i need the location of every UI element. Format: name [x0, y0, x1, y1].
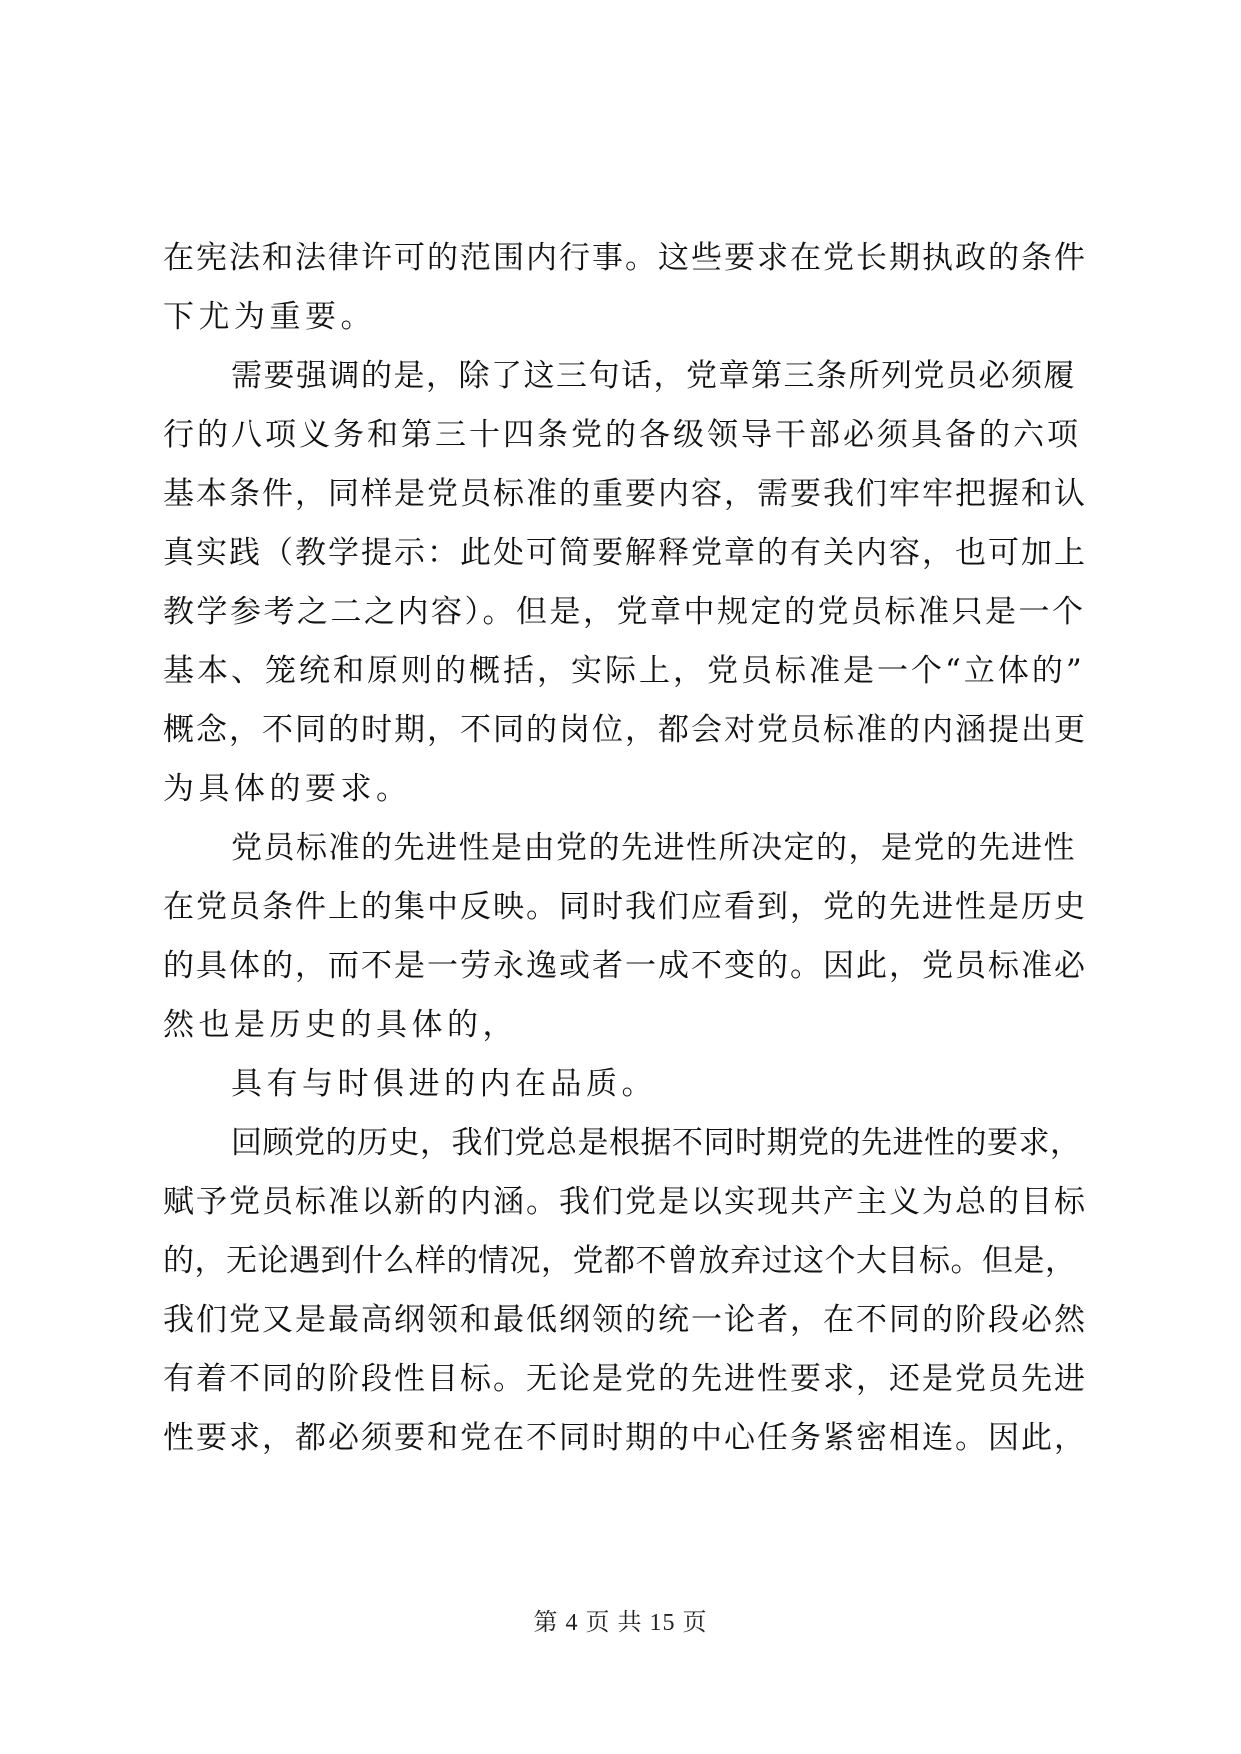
text-line: 行的八项义务和第三十四条党的各级领导干部必须具备的六项: [163, 417, 1081, 453]
text-line: 基本条件，同样是党员标准的重要内容，需要我们牢牢把握和认: [163, 476, 1087, 512]
text-line: 概念，不同的时期，不同的岗位，都会对党员标准的内涵提出更: [163, 712, 1087, 748]
text-line: 下尤为重要。: [163, 299, 376, 335]
text-line: 性要求，都必须要和党在不同时期的中心任务紧密相连。因此，: [163, 1420, 1087, 1456]
text-line: 基本、笼统和原则的概括，实际上，党员标准是一个“立体的”: [163, 653, 1085, 689]
document-body: [163, 229, 1088, 1468]
text-line: 真实践（教学提示：此处可简要解释党章的有关内容，也可加上: [163, 535, 1087, 571]
text-line: 在宪法和法律许可的范围内行事。这些要求在党长期执政的条件: [163, 240, 1087, 276]
text-line: 有着不同的阶段性目标。无论是党的先进性要求，还是党员先进: [163, 1361, 1087, 1397]
text-line: 我们党又是最高纲领和最低纲领的统一论者，在不同的阶段必然: [163, 1302, 1087, 1338]
text-line: 需要强调的是，除了这三句话，党章第三条所列党员必须履: [231, 358, 1076, 394]
page-footer: 第 4 页 共 15 页: [533, 1610, 708, 1636]
text-line: 在党员条件上的集中反映。同时我们应看到，党的先进性是历史: [163, 889, 1087, 925]
text-line: 具有与时俱进的内在品质。: [231, 1066, 657, 1102]
text-line: 的，无论遇到什么样的情况，党都不曾放弃过这个大目标。但是，: [163, 1243, 1077, 1279]
text-line: 回顾党的历史，我们党总是根据不同时期党的先进性的要求，: [231, 1125, 1082, 1161]
text-line: 赋予党员标准以新的内涵。我们党是以实现共产主义为总的目标: [163, 1184, 1087, 1220]
text-line: 为具体的要求。: [163, 771, 412, 807]
text-line: 教学参考之二之内容）。但是，党章中规定的党员标准只是一个: [163, 594, 1086, 630]
text-line: 然也是历史的具体的，: [163, 1007, 518, 1043]
text-line: 的具体的，而不是一劳永逸或者一成不变的。因此，党员标准必: [163, 948, 1087, 984]
text-line: 党员标准的先进性是由党的先进性所决定的，是党的先进性: [231, 830, 1076, 866]
